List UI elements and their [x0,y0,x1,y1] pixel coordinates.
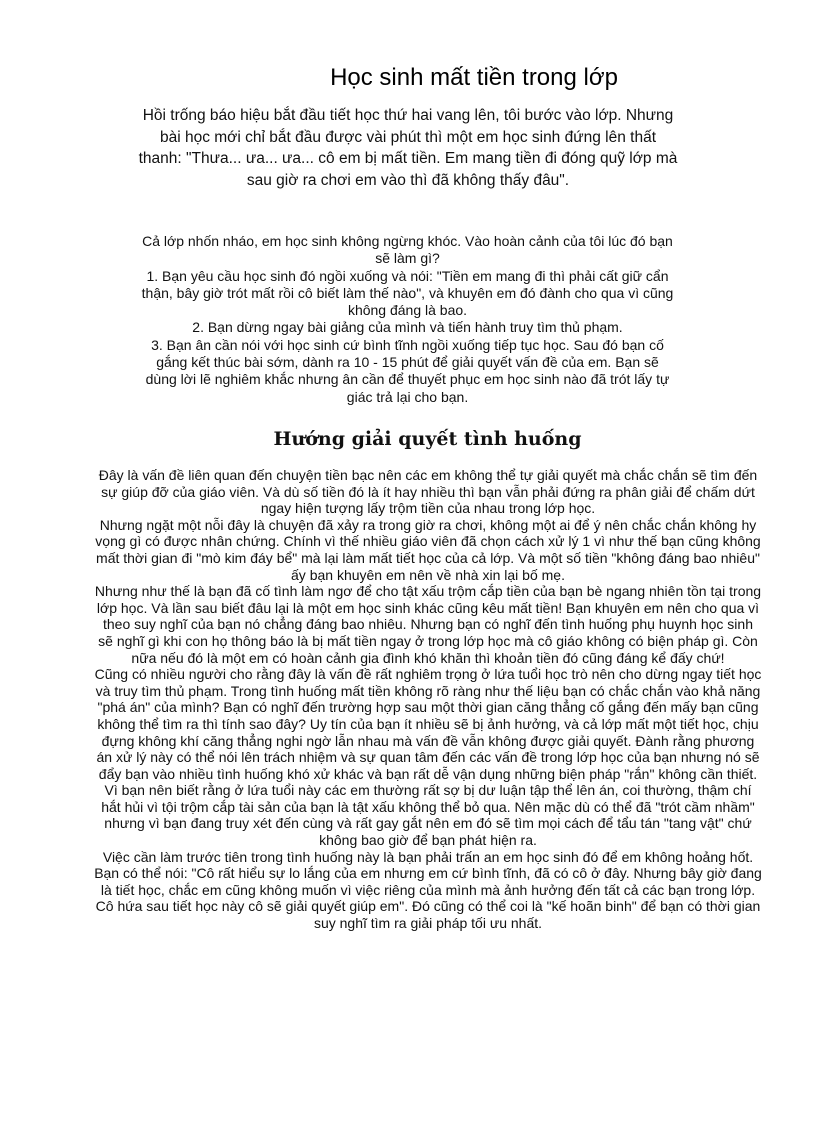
scenario-option-2: 2. Bạn dừng ngay bài giảng của mình và tiến hành truy tìm thủ phạm. [192,319,623,336]
section-heading: Hướng giải quyết tình huống [273,428,582,450]
intro-text: Hồi trống báo hiệu bắt đầu tiết học thứ hai vang lên, tôi bước vào lớp. Nhưng bài học mới chỉ bắt đầu được vài phút thì một em học sinh đứng lên thất thanh: "Thưa... ưa... ưa... cô em bị mất tiền. Em mang tiền đi đóng quỹ lớp mà sau giờ ra chơi em vào thì đã không thấy đâu". [138,107,678,189]
scenario-question: Cả lớp nhốn nháo, em học sinh không ngừng khóc. Vào hoàn cảnh của tôi lúc đó bạn sẽ làm gì? [142,233,673,267]
scenario-block [140,233,675,406]
document-title: Học sinh mất tiền trong lớp [330,64,618,91]
scenario-option-1: 1. Bạn yêu cầu học sinh đó ngồi xuống và nói: "Tiền em mang đi thì phải cất giữ cẩn thận, bây giờ trót mất rồi cô biết làm thế nào", và khuyên em đó đành cho qua vì cũng không đáng là bao. [141,267,674,319]
body-paragraph-4: Cũng có nhiều người cho rằng đây là vấn đề rất nghiêm trọng ở lứa tuổi học trò nên cho dừng ngay tiết học và truy tìm thủ phạm. Trong tình huống mất tiền không rõ ràng như thế liệu bạn có chắc chắn vào khả năng "phá án" của mình? Bạn có nghĩ đến trường hợp sau một thời gian căng thẳng cố gắng đến mấy bạn cũng không thể tìm ra thì tính sao đây? Uy tín của bạn ít nhiều sẽ bị ảnh hưởng, và cả lớp mất một tiết học, chịu đựng không khí căng thẳng nghi ngờ lẫn nhau mà vấn đề vẫn không được giải quyết. Đành rằng phương án xử lý này có thể nói lên trách nhiệm và sự quan tâm đến các vấn đề trong lớp học của bạn nhưng nó sẽ đẩy bạn vào nhiều tình huống khó xử khác và bạn rất dễ vận dụng những biện pháp "rắn" không cần thiết. Vì bạn nên biết rằng ở lứa tuổi này các em thường rất sợ bị dư luận tập thể lên án, coi thường, thậm chí hắt hủi vì tội trộm cắp tài sản của bạn là tật xấu không thể bỏ qua. Nên mặc dù có thể đã "trót cầm nhầm" nhưng vì bạn đang truy xét đến cùng và rất gay gắt nên em đó sẽ tìm mọi cách để tẩu tán "tang vật" chứ không bao giờ để bạn phát hiện ra. [94,666,762,849]
solution-body [94,467,762,932]
body-paragraph-2: Nhưng ngặt một nỗi đây là chuyện đã xảy ra trong giờ ra chơi, không một ai để ý nên chắc chắn không hy vọng gì có được nhân chứng. Chính vì thế nhiều giáo viên đã chọn cách xử lý 1 vì như thế bạn cũng không mất thời gian đi "mò kim đáy bể" mà lại làm mất tiết học của cả lớp. Và một số tiền "không đáng bao nhiêu" ấy bạn khuyên em nên về nhà xin lại bố mẹ. [95,516,761,583]
body-paragraph-5: Việc cần làm trước tiên trong tình huống này là bạn phải trấn an em học sinh đó để em không hoảng hốt. Bạn có thể nói: "Cô rất hiểu sự lo lắng của em nhưng em cứ bình tĩnh, đã có cô ở đây. Nhưng bây giờ đang là tiết học, chắc em cũng không muốn vì việc riêng của mình mà ảnh hưởng đến tất cả các bạn trong lớp. Cô hứa sau tiết học này cô sẽ giải quyết giúp em". Đó cũng có thể coi là "kế hoãn binh" để bạn có thời gian suy nghĩ tìm ra giải pháp tối ưu nhất. [94,848,762,932]
body-paragraph-1: Đây là vấn đề liên quan đến chuyện tiền bạc nên các em không thể tự giải quyết mà chắc chắn sẽ tìm đến sự giúp đỡ của giáo viên. Và dù số tiền đó là ít hay nhiều thì bạn vẫn phải đứng ra phân giải để chấm dứt ngay hiện tượng lấy trộm tiền của nhau trong lớp học. [98,467,758,517]
intro-paragraph [138,105,678,191]
scenario-option-3: 3. Bạn ân cần nói với học sinh cứ bình tĩnh ngồi xuống tiếp tục học. Sau đó bạn cố gắng kết thúc bài sớm, dành ra 10 - 15 phút để giải quyết vấn đề của em. Bạn sẽ dùng lời lẽ nghiêm khắc nhưng ân cần để thuyết phục em học sinh nào đã trót lấy tự giác trả lại cho bạn. [145,336,670,405]
body-paragraph-3: Nhưng như thế là bạn đã cố tình làm ngơ để cho tật xấu trộm cắp tiền của bạn bè ngang nhiên tồn tại trong lớp học. Và lần sau biết đâu lại là một em học sinh khác cũng kêu mất tiền! Bạn khuyên em nên cho qua vì theo suy nghĩ của bạn nó chẳng đáng bao nhiêu. Nhưng bạn có nghĩ đến tình huống phụ huynh học sinh sẽ nghĩ gì khi con họ thông báo là bị mất tiền ngay ở trong lớp học mà cô giáo không có biện pháp gì. Còn nữa nếu đó là một em có hoàn cảnh gia đình khó khăn thì khoản tiền đó cũng đáng kể đấy chứ! [94,583,762,666]
